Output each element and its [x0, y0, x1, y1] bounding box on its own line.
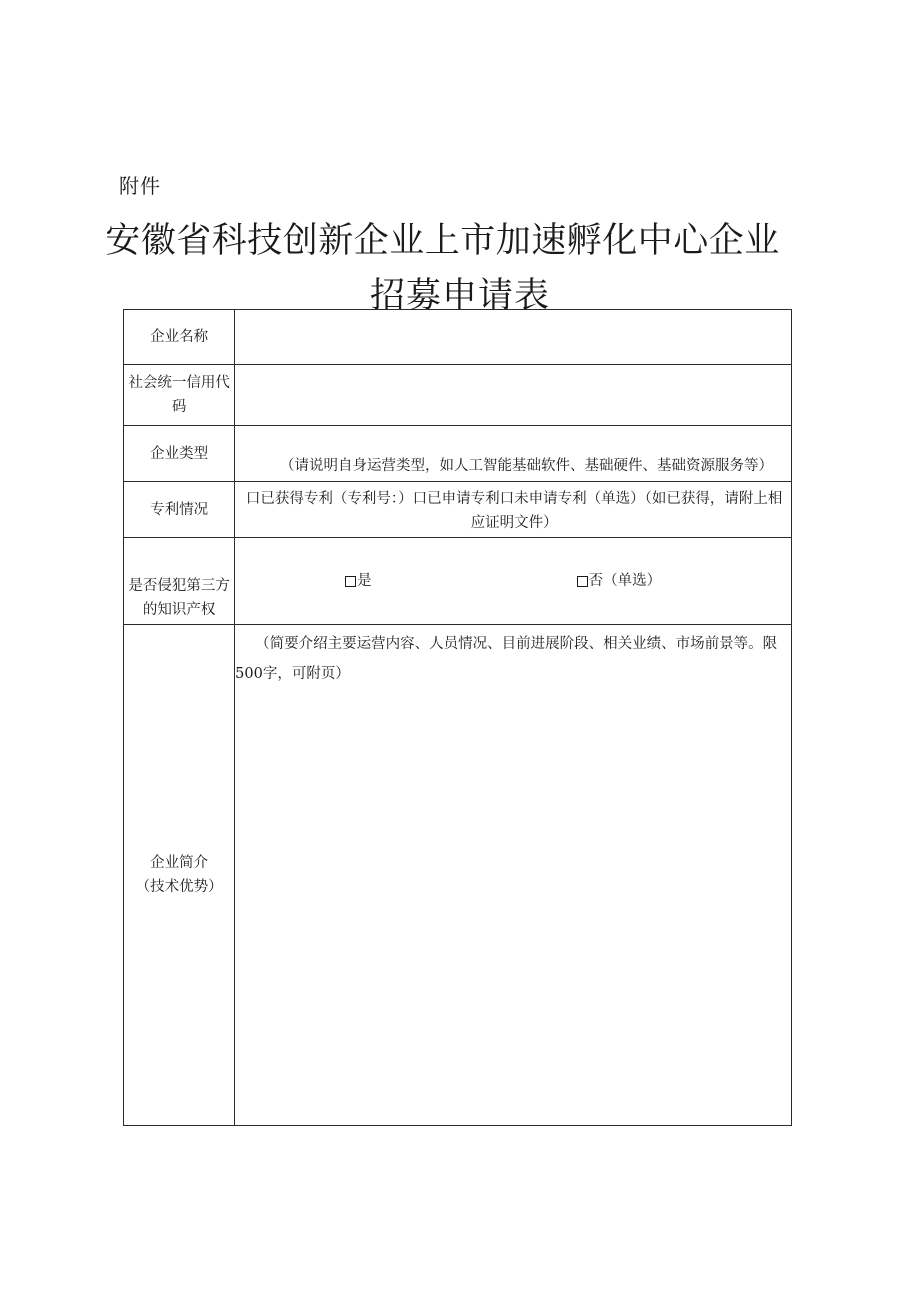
- row-company-type: [124, 426, 792, 482]
- application-form-table: [123, 309, 792, 1126]
- credit-code-field[interactable]: [235, 365, 792, 426]
- no-checkbox[interactable]: [577, 576, 588, 587]
- row-patent-status: [124, 482, 792, 538]
- company-type-field[interactable]: [235, 426, 792, 482]
- company-type-label: 企业类型: [124, 426, 235, 482]
- form-title-line-2: 招募申请表: [369, 276, 550, 316]
- patent-status-label: 专利情况: [124, 482, 235, 538]
- patent-status-options: 口已获得专利（专利号：）口已申请专利口未申请专利（单选）（如已获得，请附上相应证明文件）: [245, 490, 783, 531]
- ip-infringement-field: [235, 538, 792, 625]
- row-ip-infringement: [124, 538, 792, 625]
- row-company-intro: [124, 625, 792, 1126]
- no-option-label: 否（单选）: [588, 573, 662, 589]
- company-intro-label-line-2: （技术优势）: [135, 879, 223, 895]
- ip-infringement-options: [235, 569, 791, 593]
- company-intro-field[interactable]: [235, 625, 792, 1126]
- patent-status-field[interactable]: [235, 482, 792, 538]
- ip-infringement-label: [124, 538, 235, 625]
- company-intro-label: [124, 625, 235, 1126]
- ip-option-no[interactable]: [577, 569, 662, 593]
- company-name-field[interactable]: [235, 310, 792, 365]
- row-company-name: [124, 310, 792, 365]
- ip-infringement-label-line-1: 是否侵犯第三方: [128, 578, 230, 594]
- credit-code-label-line-1: 社会统一信用代: [128, 375, 230, 391]
- yes-checkbox[interactable]: [345, 576, 356, 587]
- company-intro-note: （简要介绍主要运营内容、人员情况、目前进展阶段、相关业绩、市场前景等。限500字，可附页）: [235, 636, 778, 682]
- company-name-label: 企业名称: [124, 310, 235, 365]
- ip-infringement-label-line-2: 的知识产权: [142, 602, 216, 618]
- credit-code-label: [124, 365, 235, 426]
- company-intro-label-line-1: 企业简介: [150, 855, 209, 871]
- credit-code-label-line-2: 码: [171, 399, 187, 415]
- yes-option-label: 是: [357, 573, 372, 589]
- form-title-line-1: 安徽省科技创新企业上市加速孵化中心企业: [105, 221, 780, 261]
- attachment-label: 附件: [119, 174, 161, 198]
- row-credit-code: [124, 365, 792, 426]
- ip-option-yes[interactable]: [345, 569, 372, 593]
- company-type-note: （请说明自身运营类型，如人工智能基础软件、基础硬件、基础资源服务等）: [280, 457, 773, 474]
